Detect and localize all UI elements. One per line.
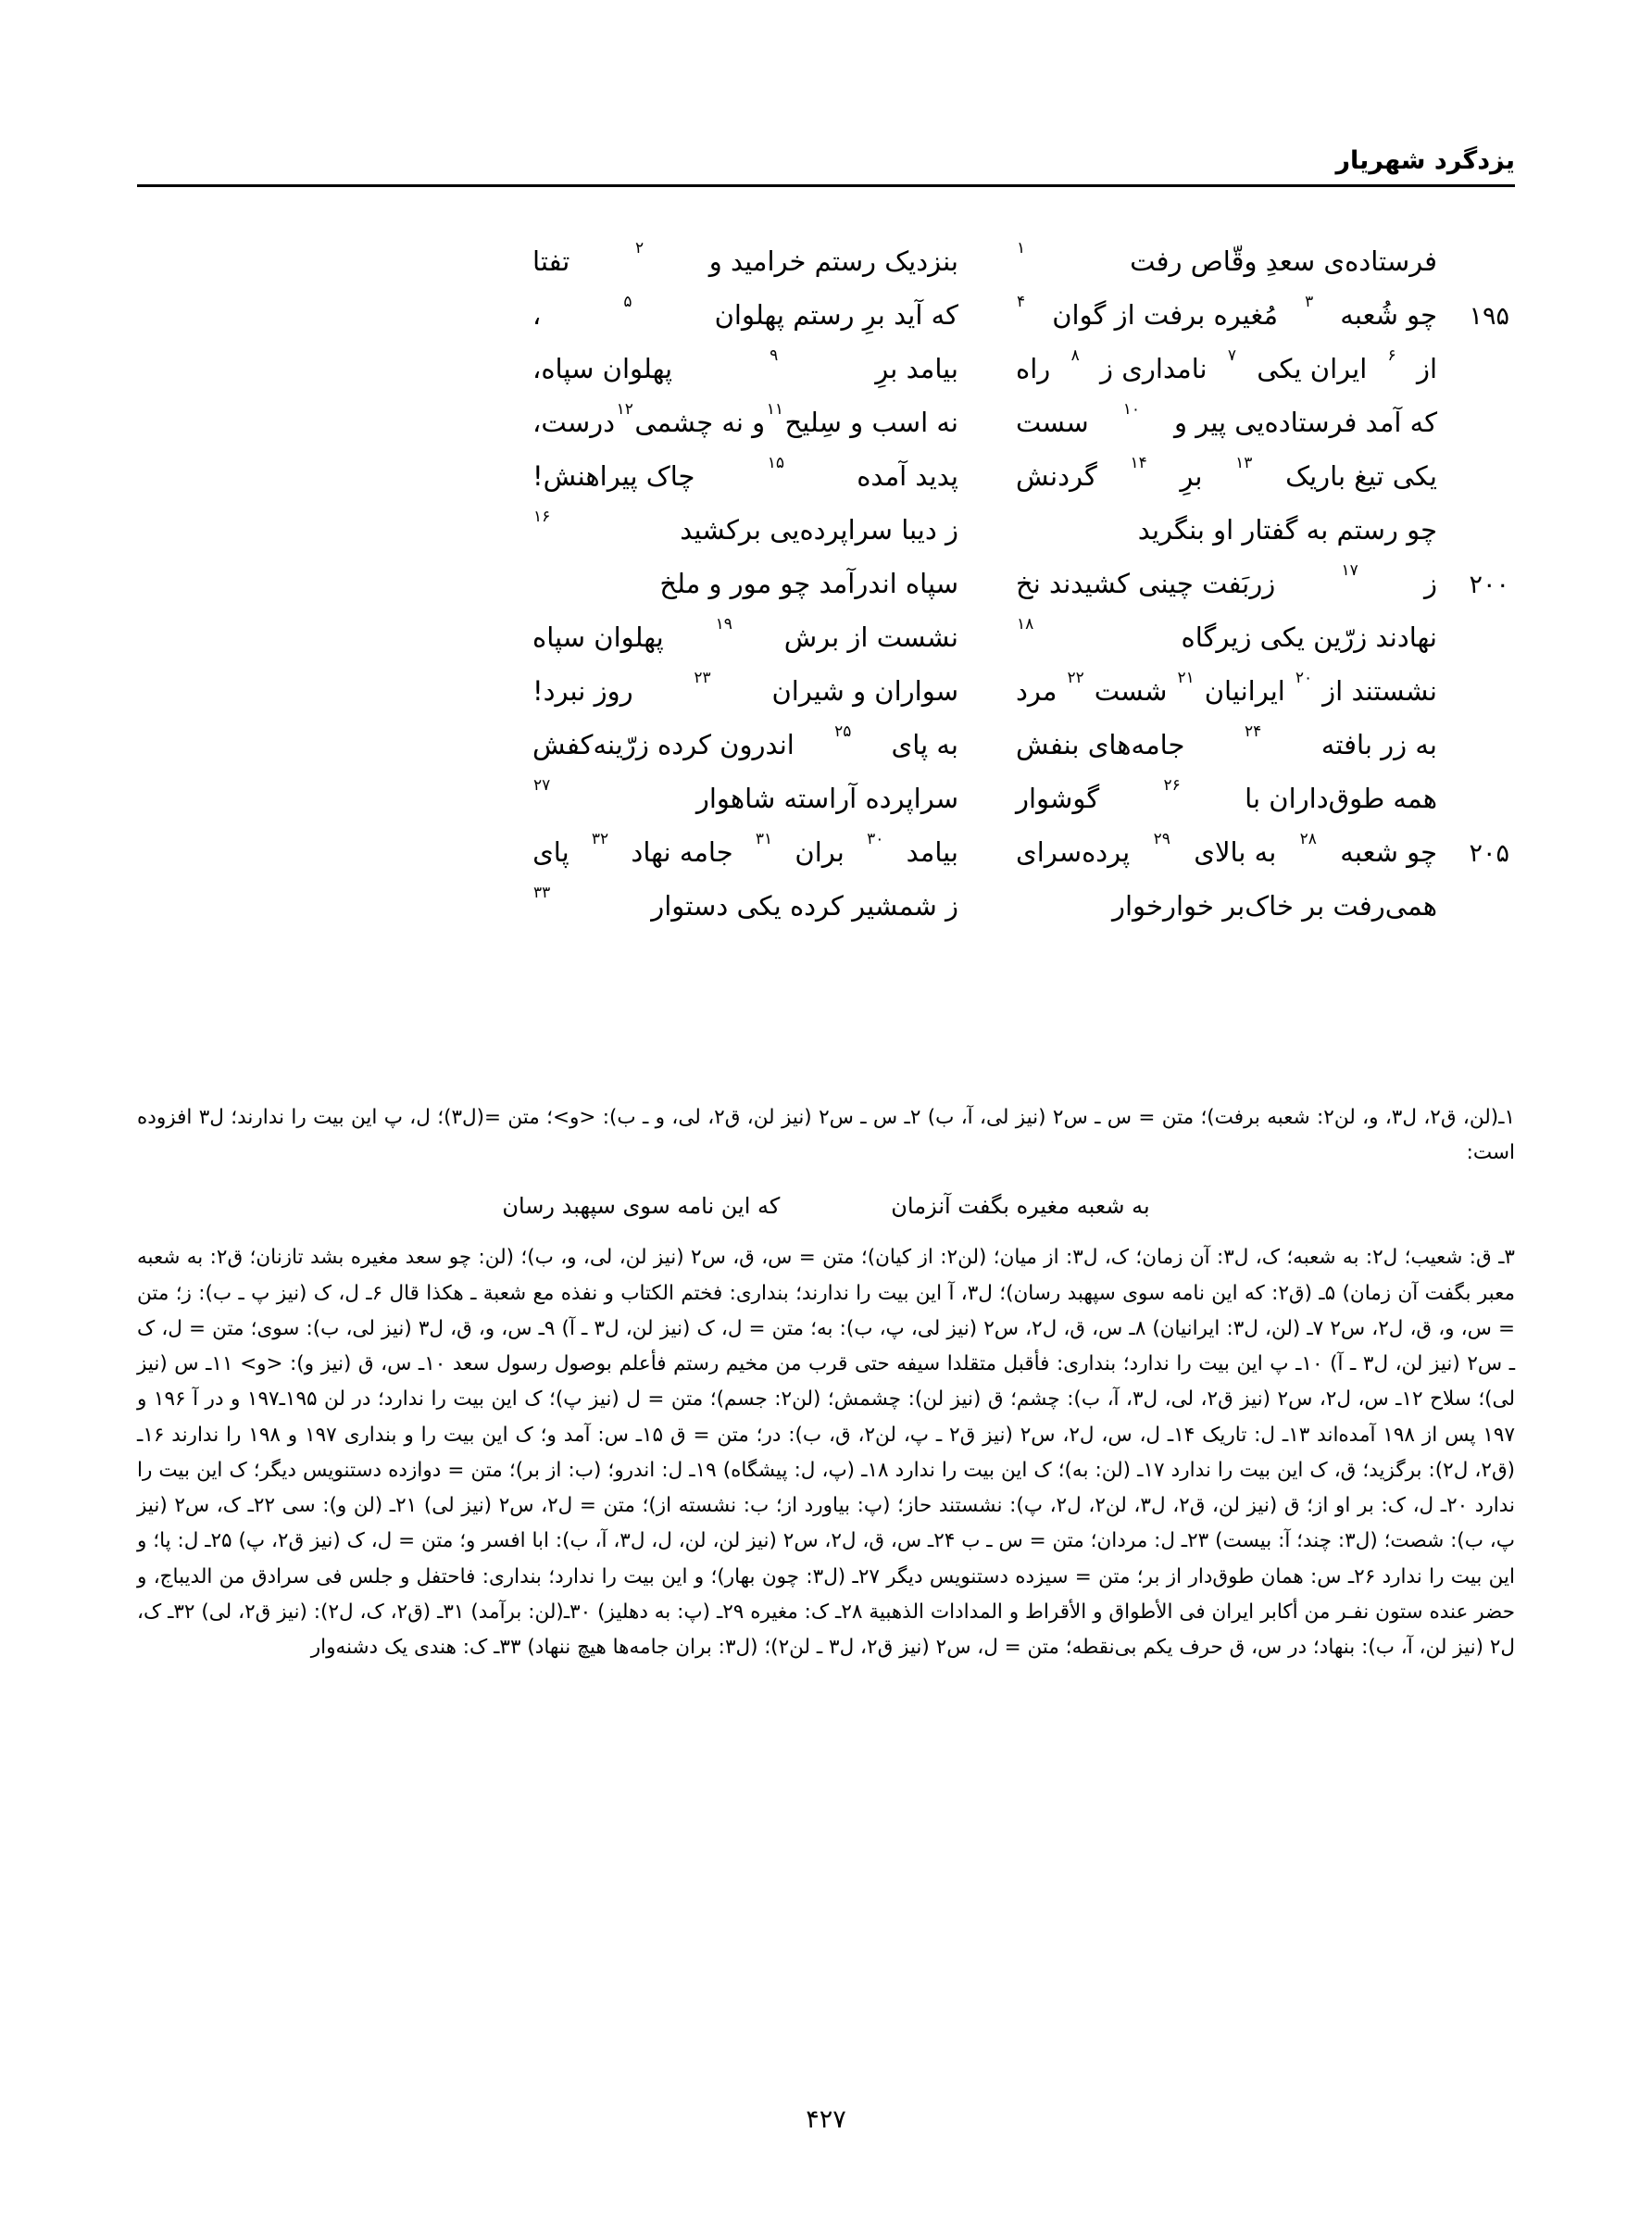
footnote-marker: ۱۳ [1235,454,1253,472]
hemistich-text: نامداری ز [1099,353,1208,384]
hemistich-right [1016,890,1437,922]
hemistich-left [532,722,958,760]
footnote-marker: ۲۲ [1067,669,1084,687]
hemistich-text: راه [1016,353,1051,384]
hemistich-text: بیامد [906,836,958,868]
page-number: ۴۲۷ [806,2105,846,2134]
hemistich-text: ایران یکی [1257,353,1368,384]
hemistich-text: پای [532,836,569,868]
hemistich-text: گوشوار [1016,783,1100,814]
verse-line [137,830,1515,893]
hemistich-left [532,884,958,922]
footnote-marker: ۱۸ [1017,615,1034,634]
inset-hemistich-left: که این نامه سوی سپهبد رسان [502,1192,781,1219]
hemistich-left [532,454,958,492]
hemistich-text: جامه‌های بنفش [1016,729,1185,760]
hemistich-right [1016,346,1437,384]
verse-line [137,400,1515,463]
hemistich-left [532,830,958,868]
footnote-marker: ۳۲ [591,830,609,848]
hemistich-text: به زر بافته [1320,729,1437,760]
footnote-marker: ۲۵ [834,722,852,741]
hemistich-text: همی‌رفت بر خاک‌بر خوارخوار [1111,890,1437,922]
verse-line [137,561,1515,624]
hemistich-right [1016,239,1437,277]
hemistich-text: شست [1094,675,1168,707]
hemistich-text: چاک پیراهنش! [532,460,695,492]
footnote-marker: ۲۰ [1295,669,1313,687]
hemistich-text: برِ [1180,460,1203,492]
running-head-area [137,146,1515,187]
hemistich-text: پرده‌سرای [1016,836,1131,868]
hemistich-text: روز نبرد! [532,675,633,707]
critical-apparatus [137,1100,1515,1667]
hemistich-text: بنزدیک رستم خرامید و [708,245,958,277]
hemistich-text: و نه چشمی [634,407,766,438]
hemistich-text: که آمد فرستاده‌یی پیر و [1174,407,1437,438]
hemistich-text: نشستند از [1322,675,1437,707]
hemistich-text: بیامد برِ [875,353,958,384]
hemistich-text: چو رستم به گفتار او بنگرید [1137,514,1437,546]
running-head: یزدگرد شهریار [1335,146,1515,175]
footnote-marker: ۵ [623,293,632,311]
hemistich-text: پهلوان سپاه [532,621,664,653]
hemistich-text: یکی تیغ باریک [1285,460,1437,492]
footnote-marker: ۲۸ [1299,830,1317,848]
hemistich-left [532,568,958,599]
hemistich-right [1016,514,1437,546]
hemistich-text: تفتا [532,245,570,277]
hemistich-text: اندرون کرده زرّینه‌کفش [532,729,795,760]
hemistich-text: گردنش [1016,460,1097,492]
hemistich-text: مرد [1016,675,1058,707]
footnote-marker: ۹ [770,346,779,365]
verse-line [137,508,1515,571]
header-rule [137,184,1515,187]
verse-number: ۲۰۰ [1469,571,1509,599]
inset-hemistich-right: به شعبه مغیره بگفت آنزمان [891,1192,1150,1219]
footnote-marker: ۶ [1387,346,1396,365]
hemistich-right [1016,776,1437,814]
footnote-marker: ۲۳ [694,669,711,687]
hemistich-text: درست، [532,407,616,438]
apparatus-paragraph-2: ۳ـ ق: شعیب؛ ل۲: به شعبه؛ ک، ل۳: آن زمان؛ ک، ل۳: از میان؛ (لن۲: از کیان)؛ متن = س، ق، س۲ (نیز لن، لی، و، ب)؛ (لن: چو سعد مغیره بشد تازنان؛ ق۲: به شعبه معبر بگفت آن زمان) ۵ـ (ق۲: که این نامه سوی سپهبد رسان)؛ ل۳، آ این بیت را ندارند؛ بنداری: فختم الکتاب و نفذه مع شعبة ـ هکذا قال ۶ـ ل، ک (نیز پ ـ ب): ز؛ متن = س، و، ق، ل۲، س۲ ۷ـ (لن، ل۳: ایرانیان) ۸ـ س، ق، ل۲، س۲ (نیز لی، پ، ب): به؛ متن = ل، ک (نیز لن، ل۳ ـ آ) ۹ـ س، و، ق، ل۳ (نیز لی، ب): سوی؛ متن = ل، ک ـ س۲ (نیز لن، ل۳ ـ آ) ۱۰ـ پ این بیت را ندارد؛ بنداری: فأقبل متقلدا سیفه حتی قرب من مخیم رستم فأعلم بوصول رسول سعد ۱۰ـ س، ق (نیز و): <و> ۱۱ـ س (نیز لی)؛ سلاح ۱۲ـ س، ل۲، س۲ (نیز ق۲، لی، ل۳، آ، ب): چشم؛ ق (نیز لن): چشمش؛ (لن۲: جسم)؛ متن = ل (نیز پ)؛ ک این بیت را ندارد؛ در لن ۱۹۵ـ۱۹۷ و در آ ۱۹۶ و ۱۹۷ پس از ۱۹۸ آمده‌اند ۱۳ـ ل: تاریک ۱۴ـ ل، س، ل۲، س۲ (نیز ق۲ ـ پ، لن۲، ق، ب): در؛ متن = ق ۱۵ـ س: آمد و؛ ک این بیت را و بنداری ۱۹۷ و ۱۹۸ را ندارند ۱۶ـ (ق۲، ل۲): برگزید؛ ق، ک این بیت را ندارد ۱۷ـ (لن: به)؛ ک این بیت را ندارد ۱۸ـ (پ، ل: پیشگاه) ۱۹ـ ل: اندرو؛ (ب: از بر)؛ متن = دوازده دستنویس دیگر؛ ک این بیت را ندارد ۲۰ـ ل، ک: بر او از؛ ق (نیز لن، ق۲، ل۳، لن۲، ل۲، پ): نشستند حاز؛ (پ: بیاورد از؛ ب: نشسته از)؛ متن = ل۲، س۲ (نیز لی) ۲۱ـ (لن و): سی ۲۲ـ ک، س۲ (نیز پ، ب): شصت؛ (ل۳: چند؛ آ: بیست) ۲۳ـ ل: مردان؛ متن = س ـ ب ۲۴ـ س، ق، ل۲، س۲ (نیز لن، لن، ل، ل۳، آ، ب): ابا افسر و؛ متن = ل، ک (نیز ق۲، پ) ۲۵ـ ل: پا؛ و این بیت را ندارد ۲۶ـ س: همان طوق‌دار از بر؛ متن = سیزده دستنویس دیگر ۲۷ـ (ل۳: چون بهار)؛ و این بیت را ندارد؛ بنداری: فاحتفل و جلس فی سرادق من الدیباج، و حضر عنده ستون نفـر من أکابر ایران فی الأطواق و الأقراط و المدادات الذهبیة ۲۸ـ ک: مغیره ۲۹ـ (پ: به دهلیز) ۳۰ـ(لن: برآمد) ۳۱ـ (ق۲، ک، ل۲): (نیز ق۲، لی) ۳۲ـ ک، ل۲ (نیز لن، آ، ب): بنهاد؛ در س، ق حرف یکم بی‌نقطه؛ متن = ل، س۲ (نیز ق۲، ل۳ ـ لن۲)؛ (ل۳: بران جامه‌ها هیچ ننهاد) ۳۳ـ ک: هندی یک دشنه‌وار [137,1246,1516,1660]
verse-line [137,884,1515,947]
footnote-marker: ۱۵ [767,454,784,472]
hemistich-left [532,346,958,384]
hemistich-left [532,400,958,438]
verse-line [137,293,1515,356]
hemistich-text: سست [1016,407,1089,438]
verse-line [137,454,1515,517]
verse-block [137,239,1515,947]
hemistich-text: ز دیبا سراپرده‌یی برکشید [680,514,958,546]
footnote-marker: ۲ [634,239,645,257]
hemistich-text: نه اسب و سِلیح [784,407,958,438]
hemistich-right [1016,722,1437,760]
hemistich-text: ایرانیان [1204,675,1285,707]
footnote-marker: ۱۱ [766,400,783,419]
footnote-marker: ۲۶ [1163,776,1181,795]
hemistich-text: به پای [891,729,958,760]
hemistich-left [532,239,958,277]
verse-line [137,722,1515,785]
hemistich-text: همه طوق‌داران با [1245,783,1437,814]
footnote-marker: ۱۷ [1341,561,1358,580]
footnote-marker: ۲۷ [533,776,551,795]
hemistich-right [1016,669,1437,707]
hemistich-left [532,776,958,814]
hemistich-text: ز شمشیر کرده یکی دستوار [651,890,958,922]
hemistich-left [532,508,958,546]
footnote-marker: ۱۰ [1122,400,1140,419]
hemistich-text: فرستاده‌ی سعدِ وقّاص رفت [1130,245,1437,277]
hemistich-right [1016,293,1437,331]
hemistich-right [1016,830,1437,868]
hemistich-text: که آید برِ رستم پهلوان [714,299,958,331]
verse-line [137,669,1515,732]
hemistich-left [532,615,958,653]
hemistich-text: جامه نهاد [631,836,733,868]
footnote-marker: ۳ [1305,293,1314,311]
hemistich-right [1016,615,1437,653]
hemistich-text: چو شُعبه [1340,299,1437,331]
footnote-marker: ۷ [1227,346,1237,365]
footnote-marker: ۳۰ [867,830,884,848]
hemistich-text: سواران و شیران [771,675,958,707]
hemistich-right [1016,400,1437,438]
hemistich-text: پدید آمده [857,460,958,492]
apparatus-inset-verse [137,1186,1515,1226]
hemistich-left [532,293,958,331]
hemistich-text: پهلوان سپاه، [532,353,673,384]
verse-number: ۲۰۵ [1469,839,1509,868]
hemistich-text: ، [532,299,542,331]
apparatus-paragraph-1: ۱ـ(لن، ق۲، ل۳، و، لن۲: شعبه برفت)؛ متن = س ـ س۲ (نیز لی، آ، ب) ۲ـ س ـ س۲ (نیز لن، ق۲، لی، و ـ ب): <و>؛ متن =(ل۳)؛ ل، پ این بیت را ندارند؛ ل۳ افزوده است: [137,1106,1515,1165]
footnote-marker: ۲۹ [1153,830,1170,848]
footnote-marker: ۲۱ [1177,669,1195,687]
footnote-marker: ۱۶ [533,508,551,526]
hemistich-text: نهادند زرّین یکی زیرگاه [1181,621,1437,653]
hemistich-text: از [1416,353,1437,384]
footnote-marker: ۱۲ [616,400,633,419]
hemistich-text: چو شعبه [1340,836,1437,868]
hemistich-text: سراپرده آراسته شاهوار [695,783,958,814]
footnote-marker: ۱۴ [1130,454,1147,472]
hemistich-text: سپاه اندرآمد چو مور و ملخ [659,568,958,599]
footnote-marker: ۱۹ [715,615,732,634]
hemistich-text: زربَفت چینی کشیدند نخ [1016,568,1276,599]
hemistich-left [532,669,958,707]
hemistich-text: نشست از برش [783,621,958,653]
verse-number: ۱۹۵ [1469,302,1509,331]
hemistich-right [1016,454,1437,492]
hemistich-text: مُغیره برفت از گوان [1052,299,1278,331]
hemistich-text: ز [1423,568,1437,599]
footnote-marker: ۸ [1070,346,1080,365]
footnote-marker: ۳۱ [755,830,773,848]
footnote-marker: ۳۳ [533,884,551,902]
verse-line [137,346,1515,409]
hemistich-text: به بالای [1194,836,1277,868]
footnote-marker: ۲۴ [1244,722,1262,741]
hemistich-text: بران [795,836,845,868]
footnote-marker: ۱ [1017,239,1026,257]
hemistich-right [1016,561,1437,599]
footnote-marker: ۴ [1017,293,1026,311]
